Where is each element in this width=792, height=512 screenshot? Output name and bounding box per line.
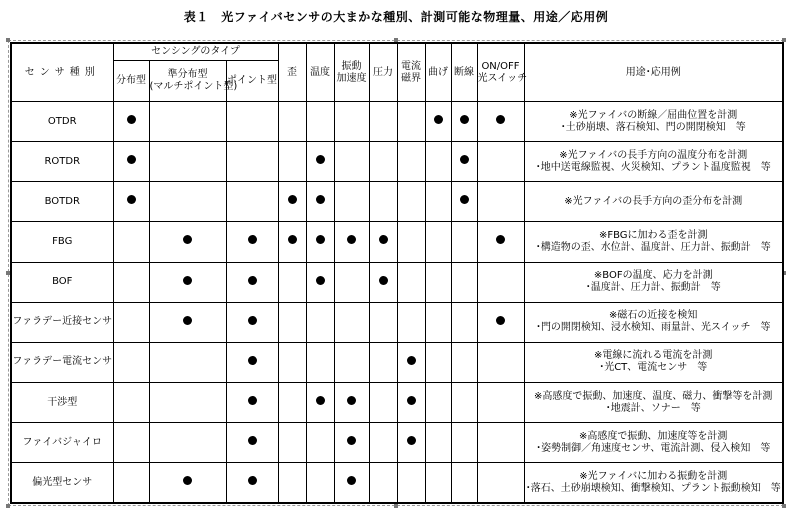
header-pressure: 圧力 [369, 43, 397, 102]
table-row [11, 423, 783, 463]
use-examples: ･温度計、圧力計、振動計 等 [585, 282, 721, 294]
cell-pressure [369, 222, 397, 262]
resize-handle-bottom-left[interactable] [6, 504, 10, 508]
cell-bend [425, 142, 451, 182]
cell-temperature [306, 463, 334, 503]
use-examples: ･姿勢制御／角速度センサ、電流計測、侵入検知 等 [536, 442, 771, 454]
header-temperature: 温度 [306, 43, 334, 102]
use-cell [524, 423, 783, 463]
cell-quasi [149, 423, 226, 463]
table-row [11, 222, 783, 262]
table-row [11, 302, 783, 342]
cell-onoff [477, 463, 524, 503]
marker-dot [127, 115, 136, 124]
use-examples: ･地中送電線監視、火災検知、プラント温度監視 等 [535, 161, 771, 173]
cell-quasi [149, 342, 226, 382]
marker-dot [248, 436, 257, 445]
cell-vibration [334, 102, 369, 142]
cell-break [451, 382, 477, 422]
sensor-name: ROTDR [11, 142, 113, 182]
marker-dot [248, 396, 257, 405]
cell-vibration [334, 142, 369, 182]
cell-vibration [334, 423, 369, 463]
cell-vibration [334, 342, 369, 382]
marker-dot [496, 115, 505, 124]
cell-break [451, 302, 477, 342]
cell-temperature [306, 222, 334, 262]
sensor-table [10, 42, 784, 504]
cell-strain [278, 302, 306, 342]
cell-point [226, 222, 278, 262]
header-point: ポイント型 [226, 61, 278, 102]
cell-strain [278, 222, 306, 262]
marker-dot [127, 195, 136, 204]
header-current-line2: 磁界 [401, 72, 421, 84]
marker-dot [407, 356, 416, 365]
use-description: ※電線に流れる電流を計測 [594, 350, 713, 362]
use-description: ※光ファイバの断線／屈曲位置を計測 [569, 109, 738, 121]
use-description: ※FBGに加わる歪を計測 [598, 229, 708, 241]
cell-current [397, 182, 425, 222]
marker-dot [379, 235, 388, 244]
table-row [11, 102, 783, 142]
cell-break [451, 262, 477, 302]
cell-distributed [113, 102, 149, 142]
use-description: ※磁石の近接を検知 [609, 310, 698, 322]
marker-dot [496, 235, 505, 244]
cell-distributed [113, 423, 149, 463]
cell-break [451, 423, 477, 463]
cell-strain [278, 102, 306, 142]
cell-onoff [477, 262, 524, 302]
marker-dot [496, 316, 505, 325]
cell-temperature [306, 342, 334, 382]
cell-current [397, 423, 425, 463]
use-examples: ･門の開閉検知、浸水検知、雨量計、光スイッチ 等 [535, 322, 771, 334]
cell-point [226, 102, 278, 142]
use-cell [524, 102, 783, 142]
header-distributed: 分布型 [113, 61, 149, 102]
cell-current [397, 222, 425, 262]
use-description: ※光ファイバの長手方向の温度分布を計測 [559, 149, 748, 161]
cell-point [226, 382, 278, 422]
cell-break [451, 342, 477, 382]
use-cell [524, 302, 783, 342]
marker-dot [407, 396, 416, 405]
cell-quasi [149, 382, 226, 422]
use-examples: ･落石、土砂崩壊検知、衝撃検知、プラント振動検知 等 [525, 482, 781, 494]
cell-strain [278, 182, 306, 222]
cell-distributed [113, 463, 149, 503]
header-onoff-line2: 光スイッチ [477, 72, 528, 84]
table-row [11, 182, 783, 222]
use-description: ※BOFの温度、応力を計測 [593, 270, 713, 282]
cell-current [397, 262, 425, 302]
cell-current [397, 342, 425, 382]
marker-dot [316, 155, 325, 164]
marker-dot [379, 276, 388, 285]
resize-handle-bottom-right[interactable] [782, 504, 786, 508]
cell-quasi [149, 262, 226, 302]
marker-dot [288, 195, 297, 204]
header-onoff [477, 43, 528, 102]
header-vibration [334, 43, 369, 102]
cell-temperature [306, 302, 334, 342]
header-vibration-line1: 振動 [341, 60, 362, 72]
marker-dot [316, 276, 325, 285]
cell-strain [278, 142, 306, 182]
marker-dot [183, 316, 192, 325]
marker-dot [347, 396, 356, 405]
table-row [11, 382, 783, 422]
cell-pressure [369, 423, 397, 463]
use-description: ※高感度で振動、加速度、温度、磁力、衝撃等を計測 [534, 390, 773, 402]
cell-pressure [369, 302, 397, 342]
cell-pressure [369, 382, 397, 422]
cell-distributed [113, 182, 149, 222]
cell-onoff [477, 142, 524, 182]
cell-point [226, 463, 278, 503]
table-body [11, 102, 783, 504]
cell-distributed [113, 382, 149, 422]
cell-pressure [369, 182, 397, 222]
header-current-line1: 電流 [401, 60, 421, 72]
cell-point [226, 423, 278, 463]
cell-quasi [149, 142, 226, 182]
cell-point [226, 142, 278, 182]
cell-bend [425, 342, 451, 382]
marker-dot [316, 396, 325, 405]
cell-break [451, 182, 477, 222]
cell-vibration [334, 222, 369, 262]
cell-bend [425, 423, 451, 463]
use-examples: ･光CT、電流センサ 等 [599, 362, 708, 374]
cell-bend [425, 262, 451, 302]
cell-distributed [113, 142, 149, 182]
use-cell [524, 463, 783, 503]
sensor-name: FBG [11, 222, 113, 262]
resize-handle-bottom-mid[interactable] [394, 504, 398, 508]
sensor-name: 偏光型センサ [11, 463, 113, 503]
cell-strain [278, 262, 306, 302]
marker-dot [248, 356, 257, 365]
cell-pressure [369, 262, 397, 302]
table-row [11, 142, 783, 182]
marker-dot [407, 436, 416, 445]
marker-dot [460, 195, 469, 204]
header-quasi-distributed [149, 61, 238, 102]
sensor-name: BOF [11, 262, 113, 302]
cell-temperature [306, 423, 334, 463]
use-examples: ･構造物の歪、水位計、温度計、圧力計、振動計 等 [535, 241, 771, 253]
cell-current [397, 102, 425, 142]
cell-onoff [477, 342, 524, 382]
cell-strain [278, 342, 306, 382]
header-strain: 歪 [278, 43, 306, 102]
cell-quasi [149, 102, 226, 142]
cell-pressure [369, 342, 397, 382]
use-cell [524, 142, 783, 182]
header-sensor-type: センサ種別 [11, 43, 113, 102]
cell-onoff [477, 182, 524, 222]
header-vibration-line2: 加速度 [336, 72, 367, 84]
cell-current [397, 463, 425, 503]
sensor-name: ファイバジャイロ [11, 423, 113, 463]
use-cell [524, 382, 783, 422]
cell-break [451, 463, 477, 503]
header-bend: 曲げ [425, 43, 451, 102]
cell-break [451, 222, 477, 262]
cell-onoff [477, 423, 524, 463]
marker-dot [248, 316, 257, 325]
cell-pressure [369, 463, 397, 503]
header-break: 断線 [451, 43, 477, 102]
cell-distributed [113, 262, 149, 302]
cell-temperature [306, 142, 334, 182]
cell-point [226, 262, 278, 302]
cell-point [226, 342, 278, 382]
marker-dot [288, 235, 297, 244]
cell-vibration [334, 463, 369, 503]
cell-point [226, 182, 278, 222]
cell-quasi [149, 302, 226, 342]
header-sensing-type: センシングのタイプ [113, 43, 278, 61]
header-quasi-line2: (マルチポイント型) [149, 81, 238, 92]
cell-current [397, 302, 425, 342]
use-cell [524, 222, 783, 262]
use-examples: ･地震計、ソナー 等 [605, 402, 701, 414]
cell-strain [278, 423, 306, 463]
cell-bend [425, 463, 451, 503]
cell-distributed [113, 342, 149, 382]
marker-dot [183, 276, 192, 285]
sensor-name: BOTDR [11, 182, 113, 222]
cell-onoff [477, 302, 524, 342]
table-row [11, 262, 783, 302]
marker-dot [127, 155, 136, 164]
table-row [11, 342, 783, 382]
cell-bend [425, 302, 451, 342]
cell-pressure [369, 142, 397, 182]
cell-vibration [334, 382, 369, 422]
cell-current [397, 142, 425, 182]
marker-dot [460, 115, 469, 124]
cell-vibration [334, 182, 369, 222]
marker-dot [460, 155, 469, 164]
cell-temperature [306, 382, 334, 422]
marker-dot [248, 476, 257, 485]
use-description: ※高感度で振動、加速度等を計測 [579, 430, 728, 442]
table-row [11, 463, 783, 503]
cell-bend [425, 222, 451, 262]
sensor-name: OTDR [11, 102, 113, 142]
cell-strain [278, 382, 306, 422]
cell-quasi [149, 463, 226, 503]
use-examples: ･土砂崩壊、落石検知、門の開閉検知 等 [560, 121, 746, 133]
marker-dot [347, 476, 356, 485]
cell-vibration [334, 302, 369, 342]
marker-dot [183, 235, 192, 244]
cell-distributed [113, 302, 149, 342]
marker-dot [347, 235, 356, 244]
use-cell [524, 262, 783, 302]
marker-dot [316, 235, 325, 244]
marker-dot [183, 476, 192, 485]
cell-break [451, 142, 477, 182]
marker-dot [248, 276, 257, 285]
cell-temperature [306, 102, 334, 142]
cell-quasi [149, 222, 226, 262]
marker-dot [347, 436, 356, 445]
cell-strain [278, 463, 306, 503]
header-onoff-line1: ON/OFF [481, 60, 520, 72]
sensor-name: ファラデー電流センサ [11, 342, 113, 382]
cell-bend [425, 382, 451, 422]
cell-onoff [477, 382, 524, 422]
cell-current [397, 382, 425, 422]
sensor-name: 干渉型 [11, 382, 113, 422]
cell-bend [425, 182, 451, 222]
cell-distributed [113, 222, 149, 262]
table-title: 表１ 光ファイバセンサの大まかな種別、計測可能な物理量、用途／応用例 [183, 10, 609, 24]
cell-pressure [369, 102, 397, 142]
marker-dot [316, 195, 325, 204]
use-description: ※光ファイバの長手方向の歪分布を計測 [564, 195, 743, 207]
sensor-name: ファラデー近接センサ [11, 302, 113, 342]
cell-bend [425, 102, 451, 142]
marker-dot [248, 235, 257, 244]
cell-onoff [477, 222, 524, 262]
cell-temperature [306, 182, 334, 222]
marker-dot [434, 115, 443, 124]
cell-temperature [306, 262, 334, 302]
use-description: ※光ファイバに加わる振動を計測 [579, 470, 728, 482]
header-quasi-line1: 準分布型 [167, 69, 208, 80]
use-cell [524, 342, 783, 382]
cell-quasi [149, 182, 226, 222]
cell-vibration [334, 262, 369, 302]
cell-point [226, 302, 278, 342]
header-current [397, 43, 425, 102]
cell-onoff [477, 102, 524, 142]
use-cell [524, 182, 783, 222]
header-use: 用途･応用例 [524, 43, 783, 102]
cell-break [451, 102, 477, 142]
